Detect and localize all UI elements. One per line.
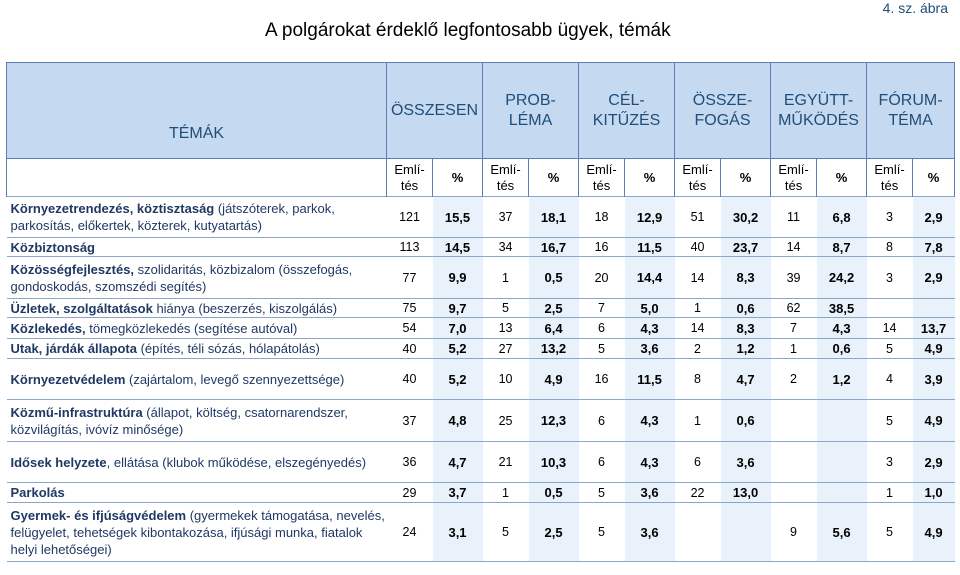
count-header: Emlí- tés <box>771 159 817 197</box>
percent-cell: 3,9 <box>913 359 955 400</box>
percent-cell: 2,5 <box>529 503 579 562</box>
topic-cell <box>7 299 387 318</box>
percent-cell: 0,6 <box>817 339 867 359</box>
topic-details: hiánya (beszerzés, kiszolgálás) <box>152 300 338 316</box>
count-cell: 4 <box>867 359 913 400</box>
count-cell: 5 <box>867 339 913 359</box>
table-row <box>7 400 955 442</box>
percent-cell: 13,7 <box>913 318 955 339</box>
percent-cell: 3,6 <box>625 503 675 562</box>
topic-name: Közbiztonság <box>10 239 95 255</box>
topic-details: (gyermekek támogatása, nevelés, felügyelet, tehetségek kibontakozása, ifjúsági munka, fiatalok helyi lehetőségei) <box>10 507 385 557</box>
percent-cell: 2,5 <box>529 299 579 318</box>
count-cell: 5 <box>579 483 625 503</box>
count-cell <box>771 442 817 483</box>
percent-cell: 5,0 <box>625 299 675 318</box>
group-header-celkituzes: CÉL- KITŰZÉS <box>579 63 675 159</box>
topic-name: Közösségfejlesztés, <box>10 261 135 277</box>
count-cell: 27 <box>483 339 529 359</box>
group-header-problema: PROB- LÉMA <box>483 63 579 159</box>
percent-cell: 0,6 <box>721 400 771 442</box>
topic-cell <box>7 503 387 562</box>
table-row <box>7 442 955 483</box>
page-title: A polgárokat érdeklő legfontosabb ügyek, témák <box>265 20 671 41</box>
topic-name: Üzletek, szolgáltatások <box>10 300 153 316</box>
percent-cell: 3,6 <box>721 442 771 483</box>
percent-cell: 2,9 <box>913 257 955 299</box>
topic-cell <box>7 442 387 483</box>
topic-cell <box>7 483 387 503</box>
percent-cell: 0,5 <box>529 257 579 299</box>
percent-cell: 18,1 <box>529 197 579 238</box>
count-cell: 25 <box>483 400 529 442</box>
table-row <box>7 318 955 339</box>
count-cell: 16 <box>579 359 625 400</box>
topic-name: Idősek helyzete <box>10 454 107 470</box>
percent-cell: 4,3 <box>625 318 675 339</box>
percent-cell <box>817 483 867 503</box>
count-cell: 16 <box>579 238 625 257</box>
group-header-row <box>7 63 955 159</box>
percent-cell: 12,3 <box>529 400 579 442</box>
count-cell: 36 <box>387 442 433 483</box>
percent-cell: 5,2 <box>433 359 483 400</box>
table-row <box>7 257 955 299</box>
count-cell <box>771 483 817 503</box>
percent-cell: 16,7 <box>529 238 579 257</box>
topic-cell <box>7 318 387 339</box>
topic-cell <box>7 359 387 400</box>
percent-cell: 13,0 <box>721 483 771 503</box>
count-cell: 8 <box>867 238 913 257</box>
percent-cell: 3,1 <box>433 503 483 562</box>
topic-details: , ellátása (klubok működése, elszegényedés) <box>106 454 367 470</box>
percent-cell: 4,7 <box>433 442 483 483</box>
topic-details: (állapot, költség, csatornarendszer, közvilágítás, ivóvíz minősége) <box>10 404 348 437</box>
count-cell: 5 <box>483 503 529 562</box>
topic-details: (építés, téli sózás, hólapátolás) <box>136 341 320 356</box>
topic-details: (zajártalom, levegő szennyezettsége) <box>125 371 345 387</box>
percent-cell: 5,2 <box>433 339 483 359</box>
count-cell: 77 <box>387 257 433 299</box>
topic-name: Utak, járdák állapota <box>10 341 137 356</box>
group-header-osszesen: ÖSSZESEN <box>387 63 483 159</box>
count-cell: 29 <box>387 483 433 503</box>
count-cell: 1 <box>483 257 529 299</box>
table-row <box>7 299 955 318</box>
group-header-forumtema: FÓRUM- TÉMA <box>867 63 955 159</box>
percent-cell: 7,0 <box>433 318 483 339</box>
count-cell: 14 <box>675 318 721 339</box>
topics-table <box>6 62 955 562</box>
percent-cell: 8,7 <box>817 238 867 257</box>
count-cell: 62 <box>771 299 817 318</box>
topic-name: Parkolás <box>10 485 65 500</box>
count-cell: 5 <box>579 503 625 562</box>
topic-cell <box>7 238 387 257</box>
percent-header: % <box>721 159 771 197</box>
percent-cell: 23,7 <box>721 238 771 257</box>
count-cell: 1 <box>483 483 529 503</box>
count-cell: 5 <box>867 503 913 562</box>
percent-cell: 9,7 <box>433 299 483 318</box>
percent-cell: 3,6 <box>625 483 675 503</box>
count-cell: 14 <box>771 238 817 257</box>
count-cell: 39 <box>771 257 817 299</box>
percent-cell <box>913 299 955 318</box>
percent-cell: 38,5 <box>817 299 867 318</box>
count-cell: 14 <box>675 257 721 299</box>
percent-cell: 4,7 <box>721 359 771 400</box>
count-cell: 40 <box>387 339 433 359</box>
percent-cell: 1,2 <box>817 359 867 400</box>
group-header-egyuttmukodes: EGYÜTT- MŰKÖDÉS <box>771 63 867 159</box>
count-cell: 40 <box>387 359 433 400</box>
percent-cell: 15,5 <box>433 197 483 238</box>
percent-cell: 1,0 <box>913 483 955 503</box>
figure-label: 4. sz. ábra <box>882 0 948 16</box>
count-cell: 7 <box>579 299 625 318</box>
count-header: Emlí- tés <box>579 159 625 197</box>
percent-cell: 0,5 <box>529 483 579 503</box>
count-cell: 6 <box>579 318 625 339</box>
count-cell: 3 <box>867 257 913 299</box>
percent-cell: 11,5 <box>625 359 675 400</box>
count-cell: 1 <box>675 400 721 442</box>
topic-name: Közmű-infrastruktúra <box>10 404 143 420</box>
percent-cell: 30,2 <box>721 197 771 238</box>
count-cell: 1 <box>867 483 913 503</box>
count-header: Emlí- tés <box>867 159 913 197</box>
topic-name: Gyermek- és ifjúságvédelem <box>10 507 187 523</box>
percent-cell: 12,9 <box>625 197 675 238</box>
percent-cell: 2,9 <box>913 442 955 483</box>
count-cell: 11 <box>771 197 817 238</box>
count-cell: 6 <box>579 442 625 483</box>
percent-cell: 4,3 <box>625 400 675 442</box>
percent-cell: 14,5 <box>433 238 483 257</box>
percent-cell: 4,9 <box>913 400 955 442</box>
percent-cell: 3,6 <box>625 339 675 359</box>
percent-cell: 14,4 <box>625 257 675 299</box>
percent-cell: 1,2 <box>721 339 771 359</box>
table-row <box>7 197 955 238</box>
count-header: Emlí- tés <box>483 159 529 197</box>
topic-details: (játszóterek, parkok, parkosítás, előkertek, közterek, kutyatartás) <box>10 201 335 233</box>
topic-details: tömegközlekedés (segítése autóval) <box>85 320 298 336</box>
count-cell: 1 <box>675 299 721 318</box>
percent-cell: 8,3 <box>721 318 771 339</box>
count-cell <box>675 503 721 562</box>
count-cell <box>771 400 817 442</box>
count-cell: 40 <box>675 238 721 257</box>
percent-cell: 8,3 <box>721 257 771 299</box>
table-row <box>7 503 955 562</box>
percent-cell: 4,9 <box>913 339 955 359</box>
percent-cell: 6,4 <box>529 318 579 339</box>
topic-name: Környezetvédelem <box>10 371 126 387</box>
percent-header: % <box>529 159 579 197</box>
count-cell: 20 <box>579 257 625 299</box>
topic-cell <box>7 197 387 238</box>
topic-cell <box>7 400 387 442</box>
percent-header: % <box>817 159 867 197</box>
percent-header: % <box>913 159 955 197</box>
count-cell: 21 <box>483 442 529 483</box>
percent-cell: 9,9 <box>433 257 483 299</box>
count-cell: 2 <box>771 359 817 400</box>
count-cell: 7 <box>771 318 817 339</box>
count-cell: 113 <box>387 238 433 257</box>
count-cell: 14 <box>867 318 913 339</box>
count-cell: 22 <box>675 483 721 503</box>
percent-cell: 2,9 <box>913 197 955 238</box>
count-cell: 3 <box>867 197 913 238</box>
topic-blank-header <box>7 159 387 197</box>
topic-cell <box>7 339 387 359</box>
table-row <box>7 483 955 503</box>
percent-cell: 0,6 <box>721 299 771 318</box>
count-cell: 34 <box>483 238 529 257</box>
count-cell: 51 <box>675 197 721 238</box>
count-cell: 75 <box>387 299 433 318</box>
percent-cell: 4,3 <box>817 318 867 339</box>
count-cell: 2 <box>675 339 721 359</box>
sub-header-row <box>7 159 955 197</box>
topic-details: szolidaritás, közbizalom (összefogás, gondoskodás, szomszédi segítés) <box>10 261 353 294</box>
percent-cell <box>817 400 867 442</box>
topic-cell <box>7 257 387 299</box>
count-header: Emlí- tés <box>675 159 721 197</box>
table-row <box>7 359 955 400</box>
count-cell: 3 <box>867 442 913 483</box>
count-cell: 37 <box>483 197 529 238</box>
count-cell: 18 <box>579 197 625 238</box>
percent-header: % <box>433 159 483 197</box>
count-cell: 5 <box>867 400 913 442</box>
count-cell: 24 <box>387 503 433 562</box>
count-cell: 9 <box>771 503 817 562</box>
percent-cell: 11,5 <box>625 238 675 257</box>
count-cell: 1 <box>771 339 817 359</box>
count-cell: 10 <box>483 359 529 400</box>
percent-cell: 6,8 <box>817 197 867 238</box>
percent-cell <box>721 503 771 562</box>
table-row <box>7 238 955 257</box>
percent-cell: 4,3 <box>625 442 675 483</box>
count-cell: 6 <box>675 442 721 483</box>
percent-cell: 13,2 <box>529 339 579 359</box>
count-cell: 6 <box>579 400 625 442</box>
percent-cell: 5,6 <box>817 503 867 562</box>
count-cell: 5 <box>579 339 625 359</box>
count-cell: 8 <box>675 359 721 400</box>
count-cell: 5 <box>483 299 529 318</box>
count-header: Emlí- tés <box>387 159 433 197</box>
percent-cell: 4,9 <box>913 503 955 562</box>
percent-cell: 10,3 <box>529 442 579 483</box>
percent-cell: 24,2 <box>817 257 867 299</box>
count-cell: 37 <box>387 400 433 442</box>
count-cell: 121 <box>387 197 433 238</box>
percent-cell: 3,7 <box>433 483 483 503</box>
topic-name: Környezetrendezés, köztisztaság <box>10 201 215 216</box>
percent-header: % <box>625 159 675 197</box>
percent-cell: 7,8 <box>913 238 955 257</box>
count-cell: 13 <box>483 318 529 339</box>
percent-cell: 4,8 <box>433 400 483 442</box>
table-row <box>7 339 955 359</box>
count-cell: 54 <box>387 318 433 339</box>
percent-cell <box>817 442 867 483</box>
count-cell <box>867 299 913 318</box>
group-header-osszefogas: ÖSSZE- FOGÁS <box>675 63 771 159</box>
themes-header: TÉMÁK <box>7 63 387 159</box>
topic-name: Közlekedés, <box>10 320 86 336</box>
percent-cell: 4,9 <box>529 359 579 400</box>
